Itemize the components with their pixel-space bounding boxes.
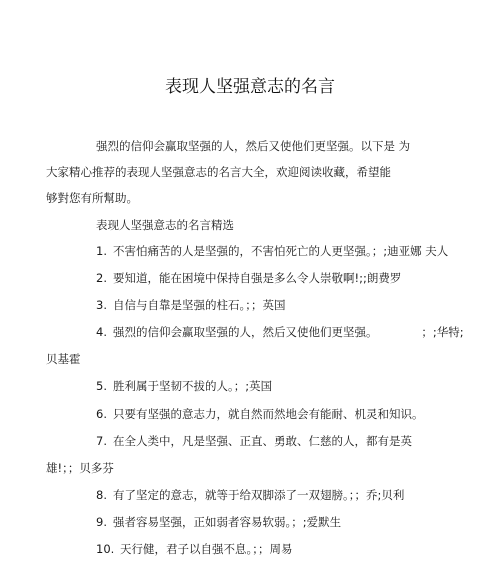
list-item-text: 胜利属于坚韧不拔的人。；;英国 [113,379,273,393]
list-item-number: 6. [96,407,107,421]
list-item-text: 不害怕痛苦的人是坚强的，不害怕死亡的人更坚强。；;迪亚娜 夫人 [113,244,449,258]
list-item-number: 8. [96,488,107,502]
list-item-text: 贝基霍 [46,352,81,366]
section-heading: 表现人坚强意志的名言精选 [96,218,234,232]
list-item-number: 10. [96,542,115,556]
document-title: 表现人坚强意志的名言 [165,77,335,97]
list-item-continuation [46,351,81,367]
list-item-number: 5. [96,379,107,393]
list-item [96,378,272,394]
list-item-text: 强者容易坚强，正如弱者容易软弱。；;爱默生 [113,515,342,529]
list-item-text: 雄!；；贝多芬 [46,461,114,475]
list-item-number: 9. [96,515,107,529]
intro-line-1: 强烈的信仰会赢取坚强的人，然后又使他们更坚强。以下是 为 [96,139,411,153]
list-item-number: 2. [96,271,107,285]
list-item-text: 自信与自靠是坚强的柱石。；；英国 [113,298,286,312]
list-item [96,406,424,422]
list-item-continuation [46,460,114,476]
list-item-text: 天行健，君子以自强不息。；；周易 [120,542,293,556]
list-item [96,541,293,557]
list-item-text: 强烈的信仰会赢取坚强的人，然后又使他们更坚强。 ；;华特; [113,325,464,339]
intro-line-3: 够對您有所幫助。 [46,191,138,205]
list-item-number: 1. [96,244,107,258]
list-item-text: 在全人类中，凡是坚强、正直、勇敢、仁慈的人，都有是英 [113,434,412,448]
list-item-number: 7. [96,434,107,448]
list-item-number: 3. [96,298,107,312]
list-item-text: 只要有坚强的意志力，就自然而然地会有能耐、机灵和知识。 [113,407,424,421]
list-item [96,297,286,313]
intro-line-2: 大家精心推荐的表现人坚强意志的名言大全，欢迎阅读收藏，希望能 [46,165,391,179]
list-item [96,270,401,286]
list-item [96,243,448,259]
list-item [96,433,412,449]
list-item [96,487,404,503]
list-item-number: 4. [96,325,107,339]
list-item-text: 有了坚定的意志，就等于给双脚添了一双翅膀。；；乔;贝利 [113,488,405,502]
list-item [96,514,341,530]
list-item-text: 要知道，能在困境中保持自强是多么令人崇敬啊!;;朗费罗 [113,271,402,285]
list-item [96,324,464,340]
